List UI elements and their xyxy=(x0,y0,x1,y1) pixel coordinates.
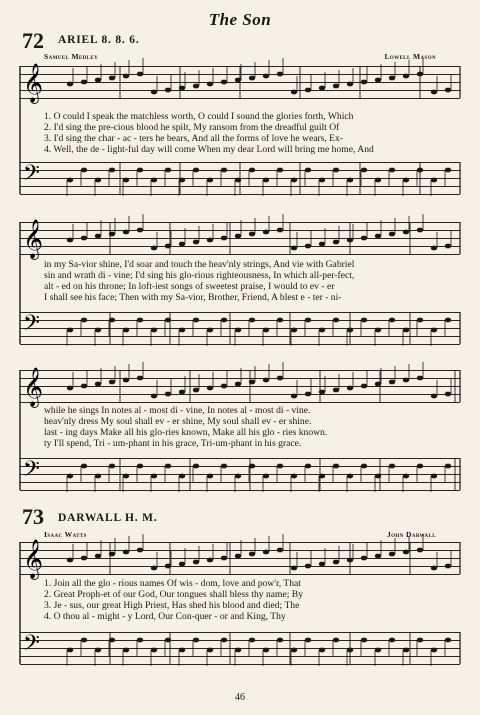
lyric-line: 4. Well, the de - light-ful day will come When my dear Lord will bring me home, And xyxy=(44,144,374,155)
note-head xyxy=(403,648,409,653)
note-head xyxy=(361,556,367,561)
note-head xyxy=(347,178,353,183)
note-head xyxy=(193,168,199,173)
lyric-line: 2. Great Proph-et of our God, Our tongues shall bless thy name; By xyxy=(44,589,303,600)
note-head xyxy=(165,88,171,93)
note-head xyxy=(151,474,157,479)
note-head xyxy=(375,328,381,333)
note-head xyxy=(417,228,423,233)
note-head xyxy=(109,552,115,557)
note-head xyxy=(193,240,199,245)
note-head xyxy=(431,328,437,333)
note-head xyxy=(445,244,451,249)
note-head xyxy=(109,232,115,237)
note-head xyxy=(445,88,451,93)
note-head xyxy=(347,238,353,243)
note-head xyxy=(221,236,227,241)
note-head xyxy=(95,382,101,387)
lyric-line: 1. O could I speak the matchless worth, O could I sound the glories forth, Which xyxy=(44,111,354,122)
note-head xyxy=(375,382,381,387)
note-head xyxy=(375,78,381,83)
note-head xyxy=(361,464,367,469)
note-head xyxy=(221,556,227,561)
note-head xyxy=(67,474,73,479)
note-head xyxy=(221,168,227,173)
note-head xyxy=(249,638,255,643)
note-head xyxy=(179,390,185,395)
note-head xyxy=(291,648,297,653)
note-head xyxy=(249,464,255,469)
note-head xyxy=(431,474,437,479)
note-head xyxy=(109,638,115,643)
note-head xyxy=(67,648,73,653)
note-head xyxy=(109,168,115,173)
note-head xyxy=(347,328,353,333)
note-head xyxy=(81,168,87,173)
note-head xyxy=(221,464,227,469)
note-head xyxy=(137,228,143,233)
note-head xyxy=(333,638,339,643)
note-head xyxy=(179,562,185,567)
note-head xyxy=(375,648,381,653)
note-head xyxy=(417,318,423,323)
note-head xyxy=(249,232,255,237)
note-head xyxy=(333,240,339,245)
hymn-number: 73 xyxy=(22,504,44,529)
note-head xyxy=(305,318,311,323)
note-head xyxy=(151,90,157,95)
note-head xyxy=(81,464,87,469)
note-head xyxy=(431,394,437,399)
note-head xyxy=(263,648,269,653)
note-head xyxy=(347,82,353,87)
note-head xyxy=(291,178,297,183)
note-head xyxy=(277,464,283,469)
note-head xyxy=(403,230,409,235)
note-head xyxy=(291,90,297,95)
note-head xyxy=(109,380,115,385)
note-head xyxy=(179,474,185,479)
note-head xyxy=(375,234,381,239)
note-head xyxy=(305,244,311,249)
treble-clef-icon: 𝄞 xyxy=(23,219,44,259)
note-head xyxy=(207,474,213,479)
note-head xyxy=(403,550,409,555)
note-head xyxy=(235,234,241,239)
lyric-line: while he sings In notes al - most di - vine, In notes al - most di - vine. xyxy=(44,405,311,416)
note-head xyxy=(347,386,353,391)
bass-clef-icon: 𝄢 xyxy=(23,631,40,661)
note-head xyxy=(95,474,101,479)
treble-clef-icon: 𝄞 xyxy=(23,539,44,579)
note-head xyxy=(193,388,199,393)
note-head xyxy=(389,168,395,173)
note-head xyxy=(207,558,213,563)
note-head xyxy=(291,394,297,399)
note-head xyxy=(361,384,367,389)
note-head xyxy=(389,318,395,323)
note-head xyxy=(277,638,283,643)
note-head xyxy=(165,244,171,249)
note-head xyxy=(445,318,451,323)
note-head xyxy=(235,328,241,333)
note-head xyxy=(67,82,73,87)
note-head xyxy=(151,246,157,251)
note-head xyxy=(389,76,395,81)
note-head xyxy=(389,232,395,237)
note-head xyxy=(445,464,451,469)
note-head xyxy=(417,376,423,381)
lyric-line: 2. I'd sing the pre-cious blood he spilt, My ransom from the dreadful guilt Of xyxy=(44,122,340,133)
note-head xyxy=(403,74,409,79)
note-head xyxy=(291,474,297,479)
note-head xyxy=(403,474,409,479)
note-head xyxy=(137,548,143,553)
note-head xyxy=(81,318,87,323)
note-head xyxy=(165,638,171,643)
note-head xyxy=(417,464,423,469)
note-head xyxy=(291,246,297,251)
note-head xyxy=(95,78,101,83)
lyric-line: 3. I'd sing the char - ac - ters he bears, And all the forms of love he wears, Ex- xyxy=(44,133,344,144)
note-head xyxy=(95,648,101,653)
note-head xyxy=(207,178,213,183)
note-head xyxy=(109,318,115,323)
note-head xyxy=(375,554,381,559)
note-head xyxy=(389,464,395,469)
note-head xyxy=(403,178,409,183)
note-head xyxy=(389,638,395,643)
note-head xyxy=(291,566,297,571)
note-head xyxy=(347,648,353,653)
note-head xyxy=(179,648,185,653)
note-head xyxy=(123,328,129,333)
page-title: The Son xyxy=(208,10,272,29)
note-head xyxy=(179,178,185,183)
note-head xyxy=(277,548,283,553)
note-head xyxy=(417,168,423,173)
note-head xyxy=(445,564,451,569)
note-head xyxy=(249,318,255,323)
note-head xyxy=(431,246,437,251)
bass-clef-icon: 𝄢 xyxy=(23,311,40,341)
note-head xyxy=(361,638,367,643)
note-head xyxy=(305,168,311,173)
note-head xyxy=(67,178,73,183)
note-head xyxy=(81,80,87,85)
note-head xyxy=(95,178,101,183)
note-head xyxy=(165,168,171,173)
note-head xyxy=(277,72,283,77)
note-head xyxy=(333,318,339,323)
note-head xyxy=(179,242,185,247)
note-head xyxy=(207,328,213,333)
lyric-line: sin and wrath di - vine; I'd sing his glo-rious righteousness, In which all-per-fect, xyxy=(44,270,355,281)
note-head xyxy=(263,74,269,79)
note-head xyxy=(123,74,129,79)
note-head xyxy=(95,234,101,239)
hymn-composer: John Darwall xyxy=(386,530,436,539)
note-head xyxy=(221,318,227,323)
note-head xyxy=(319,562,325,567)
note-head xyxy=(109,76,115,81)
note-head xyxy=(403,328,409,333)
note-head xyxy=(431,566,437,571)
note-head xyxy=(235,178,241,183)
hymn-tune-name: DARWALL H. M. xyxy=(58,512,158,524)
lyric-line: ty I'll spend, Tri - um-phant in his grace, Tri-um-phant in his grace. xyxy=(44,438,302,449)
note-head xyxy=(95,328,101,333)
hymn-composer: Lowell Mason xyxy=(384,52,436,61)
note-head xyxy=(277,228,283,233)
hymn-tune-name: ARIEL 8. 8. 6. xyxy=(58,34,140,46)
note-head xyxy=(333,388,339,393)
note-head xyxy=(347,474,353,479)
note-head xyxy=(235,648,241,653)
note-head xyxy=(291,328,297,333)
note-head xyxy=(165,392,171,397)
note-head xyxy=(319,390,325,395)
note-head xyxy=(123,648,129,653)
note-head xyxy=(431,648,437,653)
note-head xyxy=(193,464,199,469)
note-head xyxy=(81,638,87,643)
note-head xyxy=(67,328,73,333)
note-head xyxy=(67,558,73,563)
note-head xyxy=(207,386,213,391)
note-head xyxy=(277,168,283,173)
note-head xyxy=(431,178,437,183)
note-head xyxy=(179,328,185,333)
note-head xyxy=(193,638,199,643)
note-head xyxy=(417,638,423,643)
note-head xyxy=(319,178,325,183)
note-head xyxy=(263,550,269,555)
bass-clef-icon: 𝄢 xyxy=(23,457,40,487)
note-head xyxy=(193,318,199,323)
note-head xyxy=(249,552,255,557)
lyric-line: in my Sa-vior shine, I'd soar and touch the heav'nly strings, And vie with Gabriel xyxy=(44,259,355,270)
note-head xyxy=(445,638,451,643)
treble-clef-icon: 𝄞 xyxy=(23,367,44,407)
note-head xyxy=(305,88,311,93)
hymn-author: Samuel Medley xyxy=(44,52,99,61)
note-head xyxy=(235,78,241,83)
note-head xyxy=(137,318,143,323)
note-head xyxy=(347,558,353,563)
note-head xyxy=(319,328,325,333)
note-head xyxy=(221,384,227,389)
note-head xyxy=(361,168,367,173)
note-head xyxy=(361,236,367,241)
note-head xyxy=(207,82,213,87)
note-head xyxy=(431,90,437,95)
note-head xyxy=(319,86,325,91)
note-head xyxy=(151,178,157,183)
note-head xyxy=(249,168,255,173)
note-head xyxy=(151,566,157,571)
note-head xyxy=(389,552,395,557)
note-head xyxy=(95,554,101,559)
note-head xyxy=(207,648,213,653)
note-head xyxy=(403,378,409,383)
note-head xyxy=(333,84,339,89)
note-head xyxy=(235,382,241,387)
lyric-line: 1. Join all the glo - rious names Of wis - dom, love and pow'r, That xyxy=(44,578,301,589)
note-head xyxy=(123,178,129,183)
lyric-line: 4. O thou al - might - y Lord, Our Con-quer - or and King, Thy xyxy=(44,611,286,622)
lyric-line: 3. Je - sus, our great High Priest, Has shed his blood and died; The xyxy=(44,600,300,611)
treble-clef-icon: 𝄞 xyxy=(23,63,44,103)
note-head xyxy=(123,378,129,383)
note-head xyxy=(305,464,311,469)
bass-clef-icon: 𝄢 xyxy=(23,161,40,191)
note-head xyxy=(375,474,381,479)
note-head xyxy=(235,474,241,479)
lyric-line: last - ing days Make all his glo-ries known, Make all his glo - ries known. xyxy=(44,427,328,438)
note-head xyxy=(123,230,129,235)
note-head xyxy=(81,556,87,561)
note-head xyxy=(263,328,269,333)
note-head xyxy=(151,328,157,333)
note-head xyxy=(305,638,311,643)
note-head xyxy=(207,238,213,243)
note-head xyxy=(165,464,171,469)
lyric-line: I shall see his face; Then with my Sa-vior, Brother, Friend, A blest e - ter - ni- xyxy=(44,292,342,303)
note-head xyxy=(67,386,73,391)
note-head xyxy=(277,376,283,381)
note-head xyxy=(179,86,185,91)
note-head xyxy=(137,464,143,469)
note-head xyxy=(263,230,269,235)
page-number: 46 xyxy=(235,692,245,703)
note-head xyxy=(109,464,115,469)
note-head xyxy=(123,550,129,555)
note-head xyxy=(277,318,283,323)
note-head xyxy=(151,394,157,399)
note-head xyxy=(319,242,325,247)
note-head xyxy=(137,638,143,643)
note-head xyxy=(263,178,269,183)
note-head xyxy=(137,376,143,381)
note-head xyxy=(305,392,311,397)
note-head xyxy=(81,384,87,389)
note-head xyxy=(319,648,325,653)
note-head xyxy=(193,84,199,89)
note-head xyxy=(333,560,339,565)
note-head xyxy=(221,638,227,643)
note-head xyxy=(389,380,395,385)
lyric-line: alt - ed on his throne; In loft-iest songs of sweetest praise, I would to ev - er xyxy=(44,281,335,292)
note-head xyxy=(249,76,255,81)
note-head xyxy=(81,236,87,241)
note-head xyxy=(361,80,367,85)
note-head xyxy=(263,378,269,383)
note-head xyxy=(445,168,451,173)
note-head xyxy=(445,392,451,397)
note-head xyxy=(235,554,241,559)
hymn-author: Isaac Watts xyxy=(44,530,87,539)
note-head xyxy=(333,464,339,469)
note-head xyxy=(319,474,325,479)
note-head xyxy=(137,168,143,173)
note-head xyxy=(263,474,269,479)
note-head xyxy=(221,80,227,85)
note-head xyxy=(165,564,171,569)
note-head xyxy=(361,318,367,323)
lyric-line: heav'nly dress My soul shall ev - er shine, My soul shall ev - er shine. xyxy=(44,416,312,427)
note-head xyxy=(417,72,423,77)
note-head xyxy=(123,474,129,479)
note-head xyxy=(193,560,199,565)
hymn-number: 72 xyxy=(22,28,44,53)
note-head xyxy=(151,648,157,653)
note-head xyxy=(417,548,423,553)
note-head xyxy=(67,238,73,243)
note-head xyxy=(249,380,255,385)
note-head xyxy=(375,178,381,183)
note-head xyxy=(305,564,311,569)
note-head xyxy=(333,168,339,173)
note-head xyxy=(165,318,171,323)
note-head xyxy=(137,72,143,77)
